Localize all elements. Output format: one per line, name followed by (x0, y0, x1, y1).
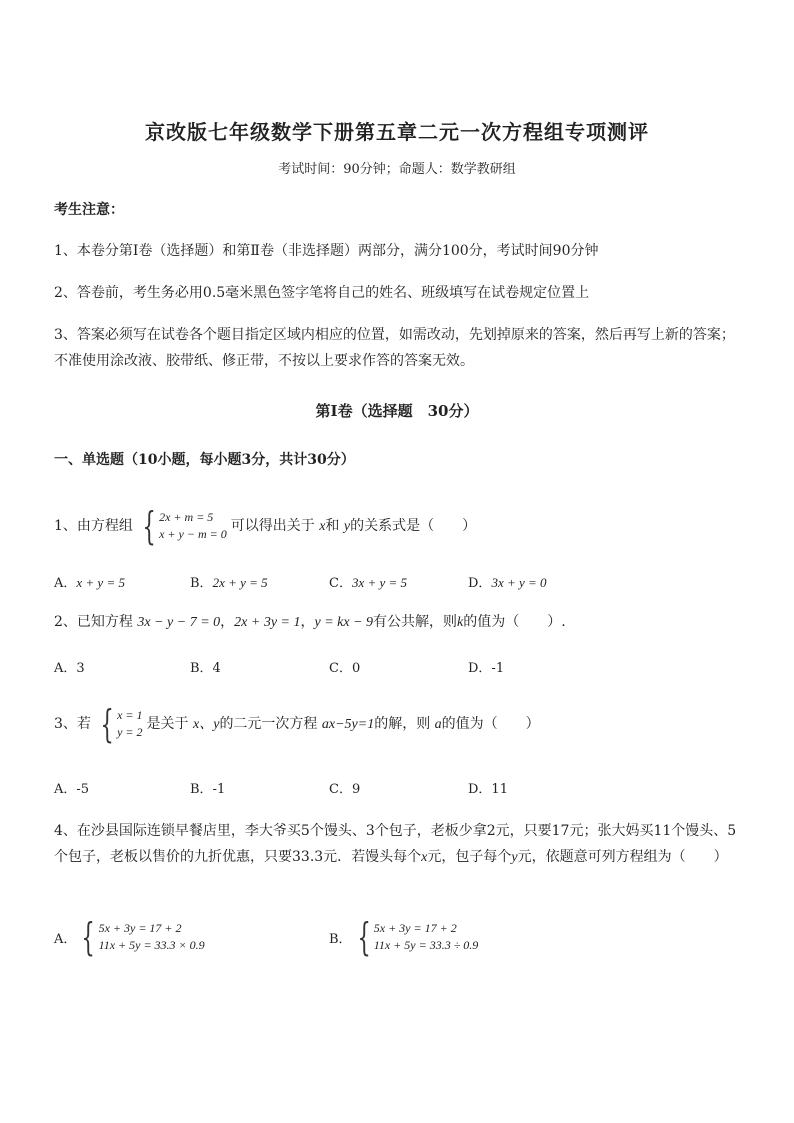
option-label: B． (190, 576, 213, 591)
q2-option-c[interactable]: C．0 (329, 661, 361, 676)
question-2 (54, 612, 566, 633)
q4-text-a: 4、在沙县国际连锁早餐店里，李大爷买5个馒头、3个包子，老板少拿2元，只要17元；张大妈买11个馒头、5个包子，老板以售价的九折优惠，只要33.3元．若馒头每个 (54, 823, 737, 865)
q3-prefix: 3、若 (54, 716, 91, 732)
option-label: C． (329, 576, 352, 591)
q2-option-d[interactable]: D．-1 (468, 661, 505, 676)
q3-equation: ax−5y=1 (321, 717, 375, 732)
q3-equation-system (95, 702, 143, 746)
q4a-system-row-1: 5x + 3y = 17 + 2 (98, 921, 182, 935)
option-equation: 3x + y = 5 (351, 575, 408, 590)
notice-heading: 考生注意： (54, 202, 124, 218)
q3-system-row-1: x = 1 (117, 708, 143, 722)
brace-icon: { (100, 702, 114, 746)
question-3 (54, 702, 540, 746)
q3-option-c[interactable]: C．9 (329, 782, 361, 797)
q2-var-k: k (457, 615, 464, 630)
q4-text-b: 元，包子每个 (427, 849, 512, 865)
q2-equation-2: 2x + 3y = 1 (234, 615, 301, 630)
q2-suffix-a: 有公共解，则 (373, 614, 458, 630)
q3-option-b[interactable]: B．-1 (190, 782, 226, 797)
q1-suffix-a: 可以得出关于 (230, 518, 315, 534)
q1-prefix: 1、由方程组 (54, 518, 133, 534)
q1-system-row-2: x + y − m = 0 (159, 527, 227, 541)
q4-text-c: 元，依题意可列方程组为（ ） (517, 849, 728, 865)
section-title: 第Ⅰ卷（选择题 30分） (315, 402, 479, 420)
brace-icon: { (357, 915, 371, 959)
q4b-system-row-1: 5x + 3y = 17 + 2 (373, 921, 457, 935)
option-equation: 3x + y = 0 (491, 575, 547, 590)
q1-option-c[interactable] (329, 572, 407, 591)
notice-item-1: 1、本卷分第Ⅰ卷（选择题）和第Ⅱ卷（非选择题）两部分，满分100分，考试时间90分钟 (54, 243, 599, 259)
q3-suffix-b: 的解，则 (374, 716, 431, 732)
q1-option-b[interactable] (190, 572, 268, 591)
q1-system-row-1: 2x + m = 5 (159, 510, 214, 524)
option-label: D． (468, 576, 492, 591)
notice-item-2: 2、答卷前，考生务必用0.5毫米黑色签字笔将自己的姓名、班级填写在试卷规定位置上 (54, 285, 590, 301)
q1-var-y: y (343, 519, 351, 534)
exam-info: 考试时间：90分钟；命题人：数学教研组 (278, 162, 516, 177)
question-4 (54, 818, 744, 871)
q3-vars: x、y (193, 717, 220, 732)
q3-var-a: a (434, 717, 442, 732)
q4-var-y: y (511, 850, 518, 865)
q3-mid: 的二元一次方程 (219, 716, 318, 732)
q4b-equation-system (352, 915, 479, 959)
q1-option-d[interactable] (468, 572, 547, 591)
part-title: 一、单选题（10小题，每小题3分，共计30分） (54, 452, 355, 468)
q3-system-row-2: y = 2 (117, 725, 143, 739)
q4-option-b[interactable] (329, 915, 482, 959)
q4a-equation-system (76, 915, 205, 959)
q2-separator: ， (300, 614, 315, 630)
option-equation: 2x + y = 5 (212, 575, 268, 590)
q1-var-x: x (319, 519, 326, 534)
q2-equation-1: 3x − y − 7 = 0 (137, 615, 221, 630)
notice-item-3: 3、答案必须写在试卷各个题目指定区域内相应的位置，如需改动，先划掉原来的答案，然后再写上新的答案；不准使用涂改液、胶带纸、修正带，不按以上要求作答的答案无效。 (54, 327, 735, 369)
q3-option-d[interactable]: D．11 (468, 782, 508, 797)
q4-option-a[interactable] (54, 915, 209, 959)
q3-suffix-a: 是关于 (146, 716, 189, 732)
q4b-system-row-2: 11x + 5y = 33.3 ÷ 0.9 (373, 938, 479, 952)
q1-option-a[interactable] (54, 572, 125, 591)
q1-mid: 和 (325, 518, 340, 534)
option-label: B． (329, 931, 352, 947)
page-title: 京改版七年级数学下册第五章二元一次方程组专项测评 (145, 120, 649, 144)
q1-suffix-b: 的关系式是（ ） (350, 518, 477, 534)
option-equation: x + y = 5 (76, 575, 125, 590)
q2-option-a[interactable]: A．3 (54, 661, 85, 676)
q2-option-b[interactable]: B．4 (190, 661, 221, 676)
option-label: A． (54, 931, 77, 947)
question-1 (54, 504, 477, 548)
q1-equation-system (137, 504, 227, 548)
q2-prefix: 2、已知方程 (54, 614, 133, 630)
q4-var-x: x (421, 850, 428, 865)
q2-equation-3: y = kx − 9 (314, 615, 374, 630)
q3-suffix-c: 的值为（ ） (441, 716, 540, 732)
q3-option-a[interactable]: A．-5 (54, 782, 90, 797)
q2-separator: ， (220, 614, 235, 630)
brace-icon: { (142, 504, 156, 548)
q4a-system-row-2: 11x + 5y = 33.3 × 0.9 (98, 938, 205, 952)
brace-icon: { (81, 915, 96, 959)
q2-suffix-b: 的值为（ ）. (463, 614, 566, 630)
option-label: A． (54, 576, 77, 591)
